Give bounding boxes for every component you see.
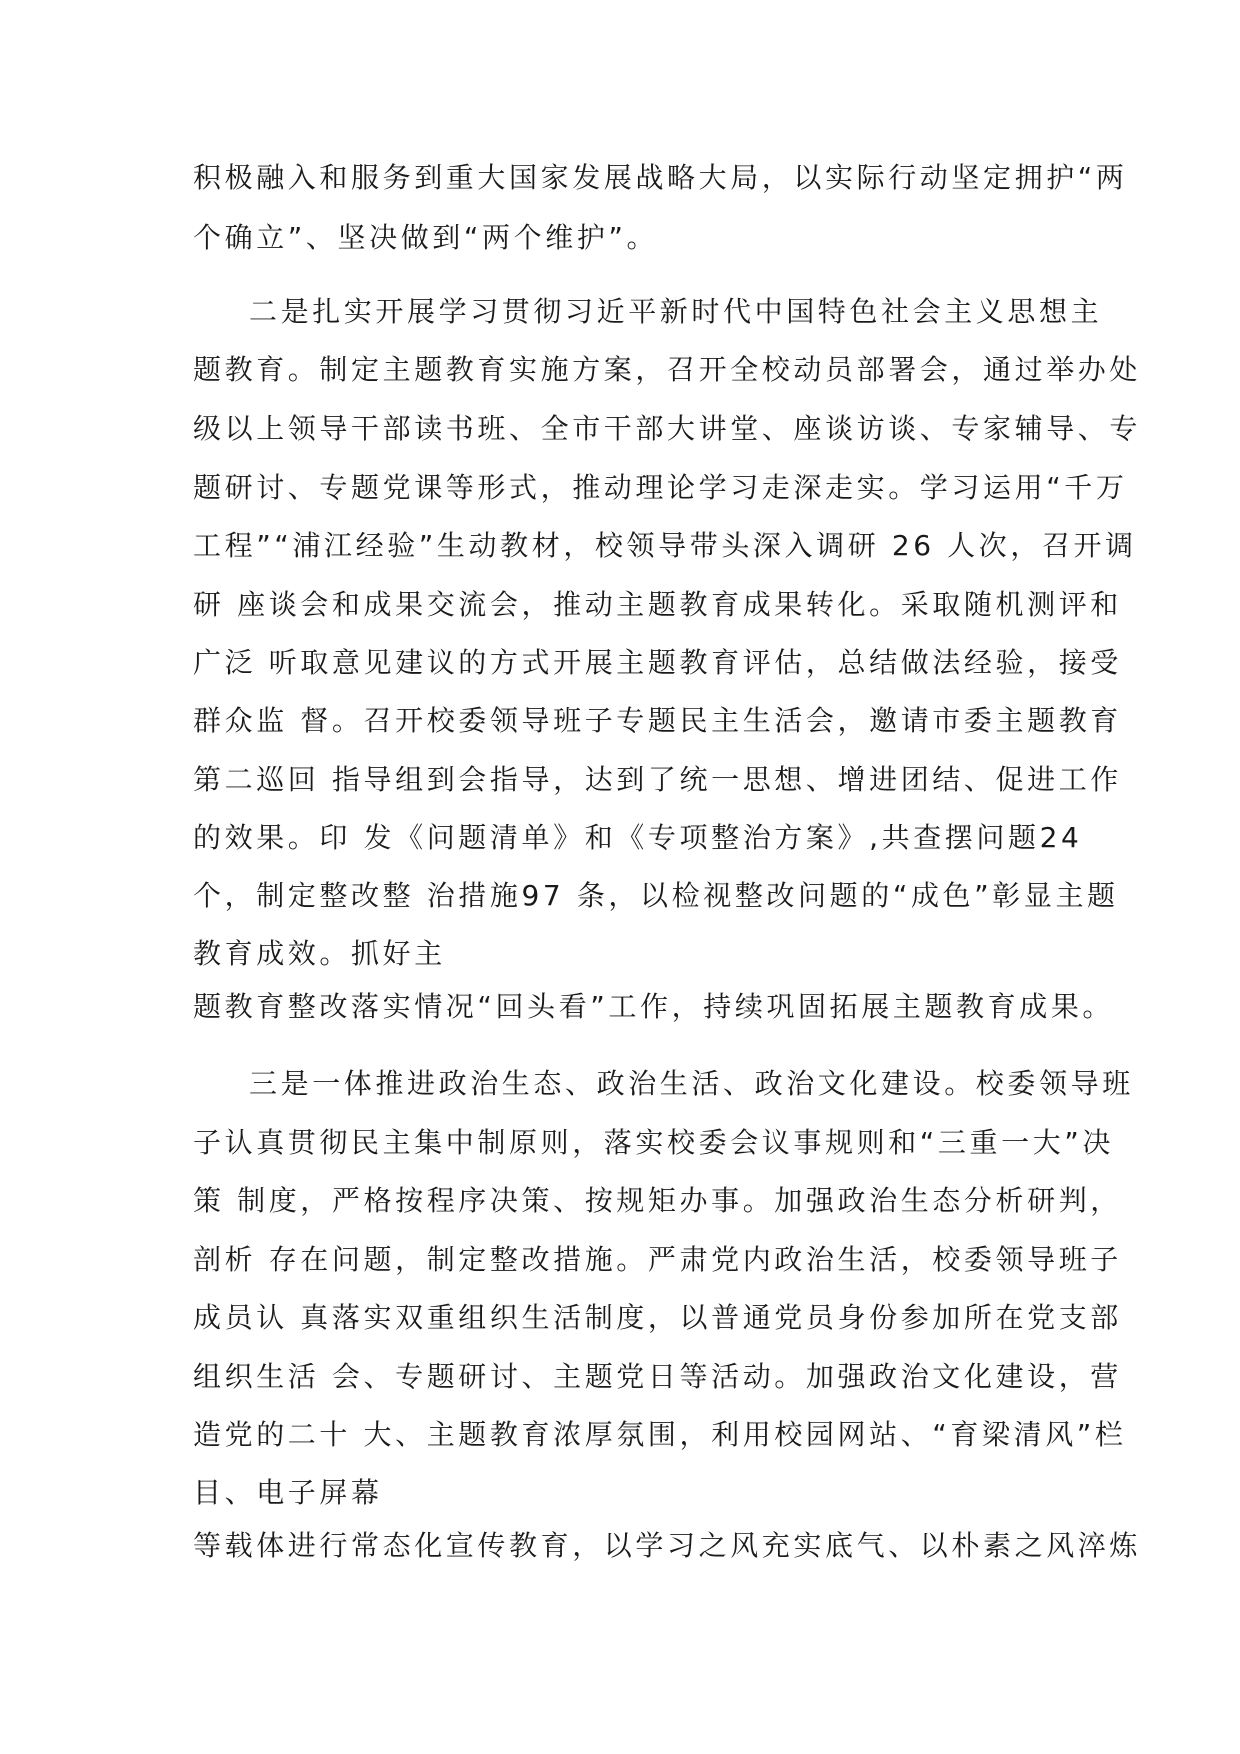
text-line: 广泛 听取意见建议的方式开展主题教育评估，总结做法经验，接受 [193, 646, 1122, 679]
text-line: 个确立”、坚决做到“两个维护”。 [193, 221, 659, 254]
paragraph-start-line: 三是一体推进政治生态、政治生活、政治文化建设。校委领导班 [249, 1067, 1134, 1100]
text-line: 子认真贯彻民主集中制原则，落实校委会议事规则和“三重一大”决 [193, 1126, 1115, 1159]
text-line: 积极融入和服务到重大国家发展战略大局，以实际行动坚定拥护“两 [193, 161, 1128, 194]
text-line: 群众监 督。召开校委领导班子专题民主生活会，邀请市委主题教育 [193, 704, 1122, 737]
text-line: 剖析 存在问题，制定整改措施。严肃党内政治生活，校委领导班子 [193, 1243, 1122, 1276]
paragraph-start-line: 二是扎实开展学习贯彻习近平新时代中国特色社会主义思想主 [249, 295, 1103, 328]
text-line: 级以上领导干部读书班、全市干部大讲堂、座谈访谈、专家辅导、专 [193, 412, 1142, 445]
text-line: 题研讨、专题党课等形式，推动理论学习走深走实。学习运用“千万 [193, 471, 1128, 504]
text-line: 题教育整改落实情况“回头看”工作，持续巩固拓展主题教育成果。 [193, 990, 1115, 1023]
text-line: 组织生活 会、专题研讨、主题党日等活动。加强政治文化建设，营 [193, 1360, 1122, 1393]
text-line: 等载体进行常态化宣传教育，以学习之风充实底气、以朴素之风淬炼 [193, 1529, 1142, 1562]
text-line: 教育成效。抓好主 [193, 937, 446, 970]
text-line: 造党的二十 大、主题教育浓厚氛围，利用校园网站、“育梁清风”栏 [193, 1418, 1127, 1451]
text-line: 目、电子屏幕 [193, 1476, 383, 1509]
text-line: 个，制定整改整 治措施97 条，以检视整改问题的“成色”彰显主题 [193, 879, 1119, 912]
text-line: 第二巡回 指导组到会指导，达到了统一思想、增进团结、促进工作 [193, 763, 1122, 796]
text-line: 研 座谈会和成果交流会，推动主题教育成果转化。采取随机测评和 [193, 588, 1122, 621]
text-line: 的效果。印 发《问题清单》和《专项整治方案》,共查摆问题24 [193, 821, 1083, 854]
text-line: 工程”“浦江经验”生动教材，校领导带头深入调研 26 人次，召开调 [193, 529, 1137, 562]
text-line: 题教育。制定主题教育实施方案，召开全校动员部署会，通过举办处 [193, 353, 1142, 386]
text-line: 成员认 真落实双重组织生活制度，以普通党员身份参加所在党支部 [193, 1301, 1122, 1334]
text-line: 策 制度，严格按程序决策、按规矩办事。加强政治生态分析研判， [193, 1184, 1122, 1217]
